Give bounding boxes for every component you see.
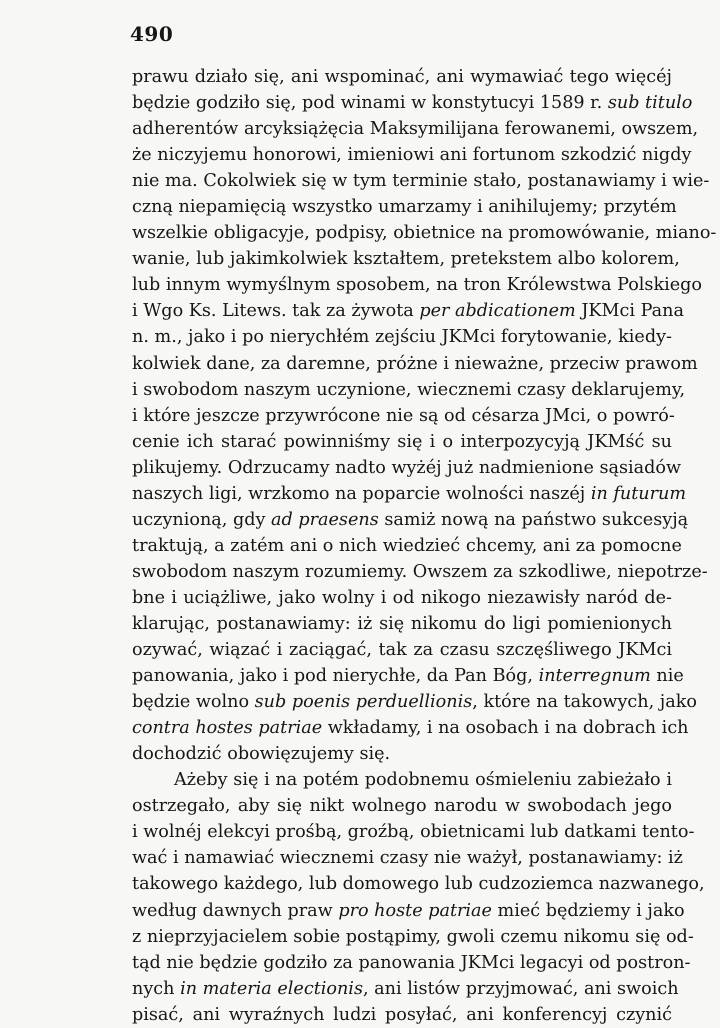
text-run: swobodom naszym rozumiemy. Owszem za szkodliwe, niepotrze- (132, 561, 708, 582)
text-run: , które na takowych, jako (472, 692, 697, 713)
text-run: że niczyjemu honorowi, imieniowi ani fortunom szkodzić nigdy (132, 145, 692, 166)
text-run: z nieprzyjacielem sobie postąpimy, gwoli czemu nikomu się od- (132, 926, 694, 947)
text-line (132, 898, 685, 924)
text-run: wkładamy, i na osobach i na dobrach ich (322, 718, 689, 739)
page-number: 490 (130, 22, 174, 46)
text-line (132, 298, 684, 324)
text-run: pisać, ani wyraźnych ludzi posyłać, ani konferencyj czynić (132, 1004, 672, 1025)
text-run: bne i uciążliwe, jako wolny i od nikogo niezawisły naród de- (132, 587, 672, 608)
text-run: nych (132, 978, 181, 999)
text-line (132, 819, 695, 845)
text-run: nie ma. Cokolwiek się w tym terminie stało, postanawiamy i wie- (132, 171, 710, 192)
text-line (132, 455, 682, 481)
text-line (132, 507, 689, 533)
text-line (132, 663, 684, 689)
text-run: i wolnéj elekcyi prośbą, groźbą, obietnicami lub datkami tento- (132, 822, 695, 843)
text-line (132, 976, 679, 1002)
text-line (132, 715, 689, 741)
text-run: samiż nową na państwo sukcesyją (378, 509, 689, 530)
text-line (132, 950, 691, 976)
text-line (132, 924, 694, 950)
text-line (132, 377, 686, 403)
text-run: według dawnych praw (132, 900, 339, 921)
text-line (132, 845, 683, 871)
text-run: dochodzić obowięzujemy się. (132, 744, 391, 765)
text-line (132, 637, 672, 663)
text-run: będzie godziło się, pod winami w konstytucyi 1589 r. (132, 93, 608, 114)
text-line (132, 403, 675, 429)
text-run: i swobodom naszym uczynione, wiecznemi czasy deklarujemy, (132, 379, 686, 400)
italic-phrase: in futurum (590, 483, 687, 504)
text-line (132, 429, 672, 455)
text-run: i Wgo Ks. Litews. tak za żywota (132, 301, 420, 322)
italic-phrase: sub titulo (607, 93, 693, 114)
text-line (132, 585, 672, 611)
italic-phrase: contra hostes patriae (132, 718, 323, 739)
text-run: mieć będziemy i jako (491, 900, 685, 921)
text-run: JKMci Pana (575, 301, 684, 322)
text-run: kolwiek dane, za daremne, próżne i nieważne, przeciw prawom (132, 353, 698, 374)
text-line (132, 689, 697, 715)
text-line (132, 116, 699, 142)
text-run: naszych ligi, wrzkomo na poparcie wolności naszéj (132, 483, 591, 504)
text-run: i które jeszcze przywrócone nie są od césarza JMci, o powró- (132, 405, 675, 426)
text-line (132, 611, 672, 637)
italic-phrase: interregnum (538, 666, 651, 687)
text-line (132, 90, 693, 116)
text-line (132, 793, 672, 819)
text-line (132, 533, 682, 559)
text-run: nie (650, 666, 684, 687)
text-line (132, 272, 703, 298)
italic-phrase: in materia electionis (180, 978, 363, 999)
text-run: takowego każdego, lub domowego lub cudzoziemca nazwanego, (132, 874, 705, 895)
text-line (132, 351, 698, 377)
text-line (132, 194, 677, 220)
text-line (132, 220, 717, 246)
italic-phrase: pro hoste patriae (338, 900, 492, 921)
body-text (132, 64, 717, 1028)
text-run: tąd nie będzie godziło za panowania JKMci legacyi od postron- (132, 952, 691, 973)
text-run: wszelkie obligacyje, podpisy, obietnice na promowówanie, miano- (132, 223, 717, 244)
text-run: czną niepamięcią wszystko umarzamy i anihilujemy; przytém (132, 197, 677, 218)
italic-phrase: per abdicationem (419, 301, 576, 322)
text-run: , ani listów przyjmować, ani swoich (362, 978, 679, 999)
italic-phrase: ad praesens (271, 509, 379, 530)
text-run: panowania, jako i pod nierychłe, da Pan Bóg, (132, 666, 539, 687)
text-run: wać i namawiać wiecznemi czasy nie ważył, postanawiamy: iż (132, 848, 683, 869)
text-run: n. m., jako i po nierychłém zejściu JKMci forytowanie, kiedy- (132, 327, 672, 348)
text-run: lub innym wymyślnym sposobem, na tron Królewstwa Polskiego (132, 275, 703, 296)
text-run: ostrzegało, aby się nikt wolnego narodu w swobodach jego (132, 796, 672, 817)
text-run: ozywać, wiązać i zaciągać, tak za czasu szczęśliwego JKMci (132, 640, 672, 661)
text-run: Ażeby się i na potém podobnemu ośmieleniu zabieżało i (174, 770, 672, 791)
text-line (132, 481, 687, 507)
text-run: adherentów arcyksiążęcia Maksymilijana ferowanemi, owszem, (132, 119, 699, 140)
text-run: klarując, postanawiamy: iż się nikomu do ligi pomienionych (132, 613, 672, 634)
text-run: będzie wolno (132, 692, 255, 713)
italic-phrase: sub poenis perduellionis (254, 692, 473, 713)
text-run: cenie ich starać powinniśmy się i o interpozycyją JKMść su (132, 431, 672, 452)
text-run: prawu działo się, ani wspominać, ani wymawiać tego więcéj (132, 67, 672, 87)
text-line (132, 246, 680, 272)
text-line (132, 767, 672, 793)
text-line (132, 559, 708, 585)
text-line (132, 741, 672, 767)
text-line (132, 324, 672, 350)
text-line (132, 871, 705, 897)
text-line (132, 142, 692, 168)
text-line (132, 168, 710, 194)
text-run: uczynioną, gdy (132, 509, 272, 530)
text-run: traktują, a zatém ani o nich wiedzieć chcemy, ani za pomocne (132, 535, 682, 556)
text-run: plikujemy. Odrzucamy nadto wyżéj już nadmienione sąsiadów (132, 457, 682, 478)
text-line (132, 64, 672, 90)
text-run: wanie, lub jakimkolwiek kształtem, pretekstem albo kolorem, (132, 249, 680, 270)
text-line (132, 1002, 672, 1028)
